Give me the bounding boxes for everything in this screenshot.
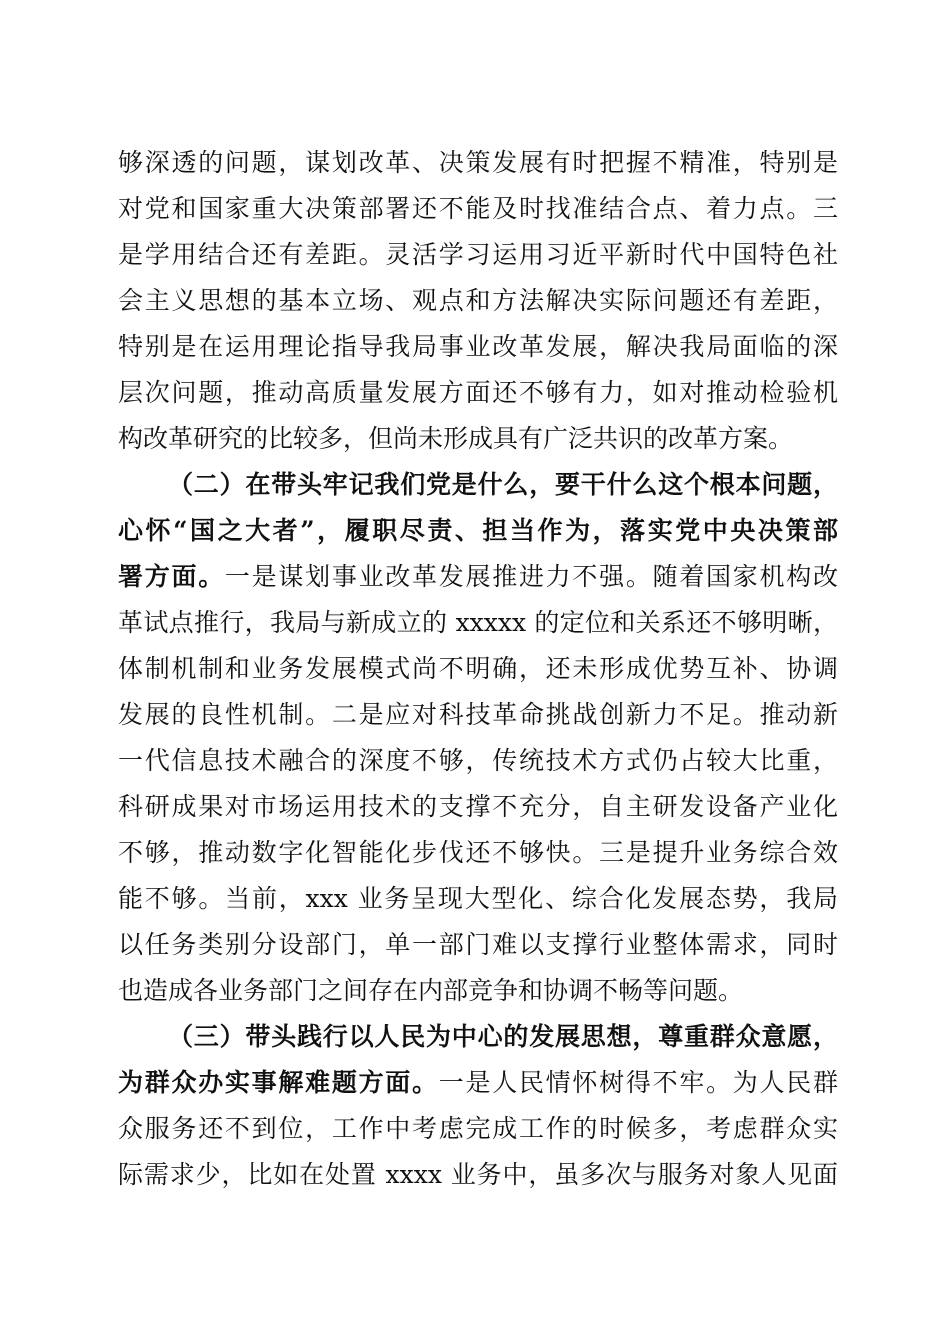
section-heading-line: （二）在带头牢记我们党是什么，要干什么这个根本问题， [168,470,838,499]
section-heading-line: 心怀“国之大者”，履职尽责、担当作为，落实党中央决策部 [118,516,838,545]
text-line: 科研成果对市场运用技术的支撑不充分，自主研发设备产业化 [118,792,838,821]
text-line: 体制机制和业务发展模式尚不明确，还未形成优势互补、协调 [118,654,838,683]
text-line: 对党和国家重大决策部署还不能及时找准结合点、着力点。三 [118,194,838,223]
text-line [118,554,838,600]
text-fragment: 一是人民情怀树得不牢。为人民群 [438,1068,838,1097]
text-line: 能不够。当前，xxx 业务呈现大型化、综合化发展态势，我局 [118,884,838,913]
text-line: 众服务还不到位，工作中考虑完成工作的时候多，考虑群众实 [118,1114,838,1143]
text-line: 不够，推动数字化智能化步伐还不够快。三是提升业务综合效 [118,838,838,867]
text-line: 层次问题，推动高质量发展方面还不够有力，如对推动检验机 [118,378,838,407]
document-body [118,140,838,1198]
paragraph-3 [118,1014,838,1198]
section-heading-line: 署方面。 [118,562,225,591]
text-line: 也造成各业务部门之间存在内部竞争和协调不畅等问题。 [118,976,744,1005]
paragraph-2 [118,462,838,1014]
text-line: 是学用结合还有差距。灵活学习运用习近平新时代中国特色社 [118,240,838,269]
section-heading-line: （三）带头践行以人民为中心的发展思想，尊重群众意愿， [168,1022,838,1051]
text-line: 特别是在运用理论指导我局事业改革发展，解决我局面临的深 [118,332,838,361]
text-line: 发展的良性机制。二是应对科技革命挑战创新力不足。推动新 [118,700,838,729]
text-line: 够深透的问题，谋划改革、决策发展有时把握不精准，特别是 [118,148,838,177]
text-fragment: 一是谋划事业改革发展推进力不强。随着国家机构改 [224,562,838,591]
text-line [118,1060,838,1106]
text-line: 际需求少，比如在处置 xxxx 业务中，虽多次与服务对象人见面 [118,1160,838,1189]
paragraph-1 [118,140,838,462]
text-line: 会主义思想的基本立场、观点和方法解决实际问题还有差距， [118,286,838,315]
text-line: 革试点推行，我局与新成立的 xxxxx 的定位和关系还不够明晰， [118,608,838,637]
text-line: 构改革研究的比较多，但尚未形成具有广泛共识的改革方案。 [118,424,794,453]
text-line: 以任务类别分设部门，单一部门难以支撑行业整体需求，同时 [118,930,838,959]
section-heading-line: 为群众办实事解难题方面。 [118,1068,439,1097]
text-line: 一代信息技术融合的深度不够，传统技术方式仍占较大比重， [118,746,838,775]
